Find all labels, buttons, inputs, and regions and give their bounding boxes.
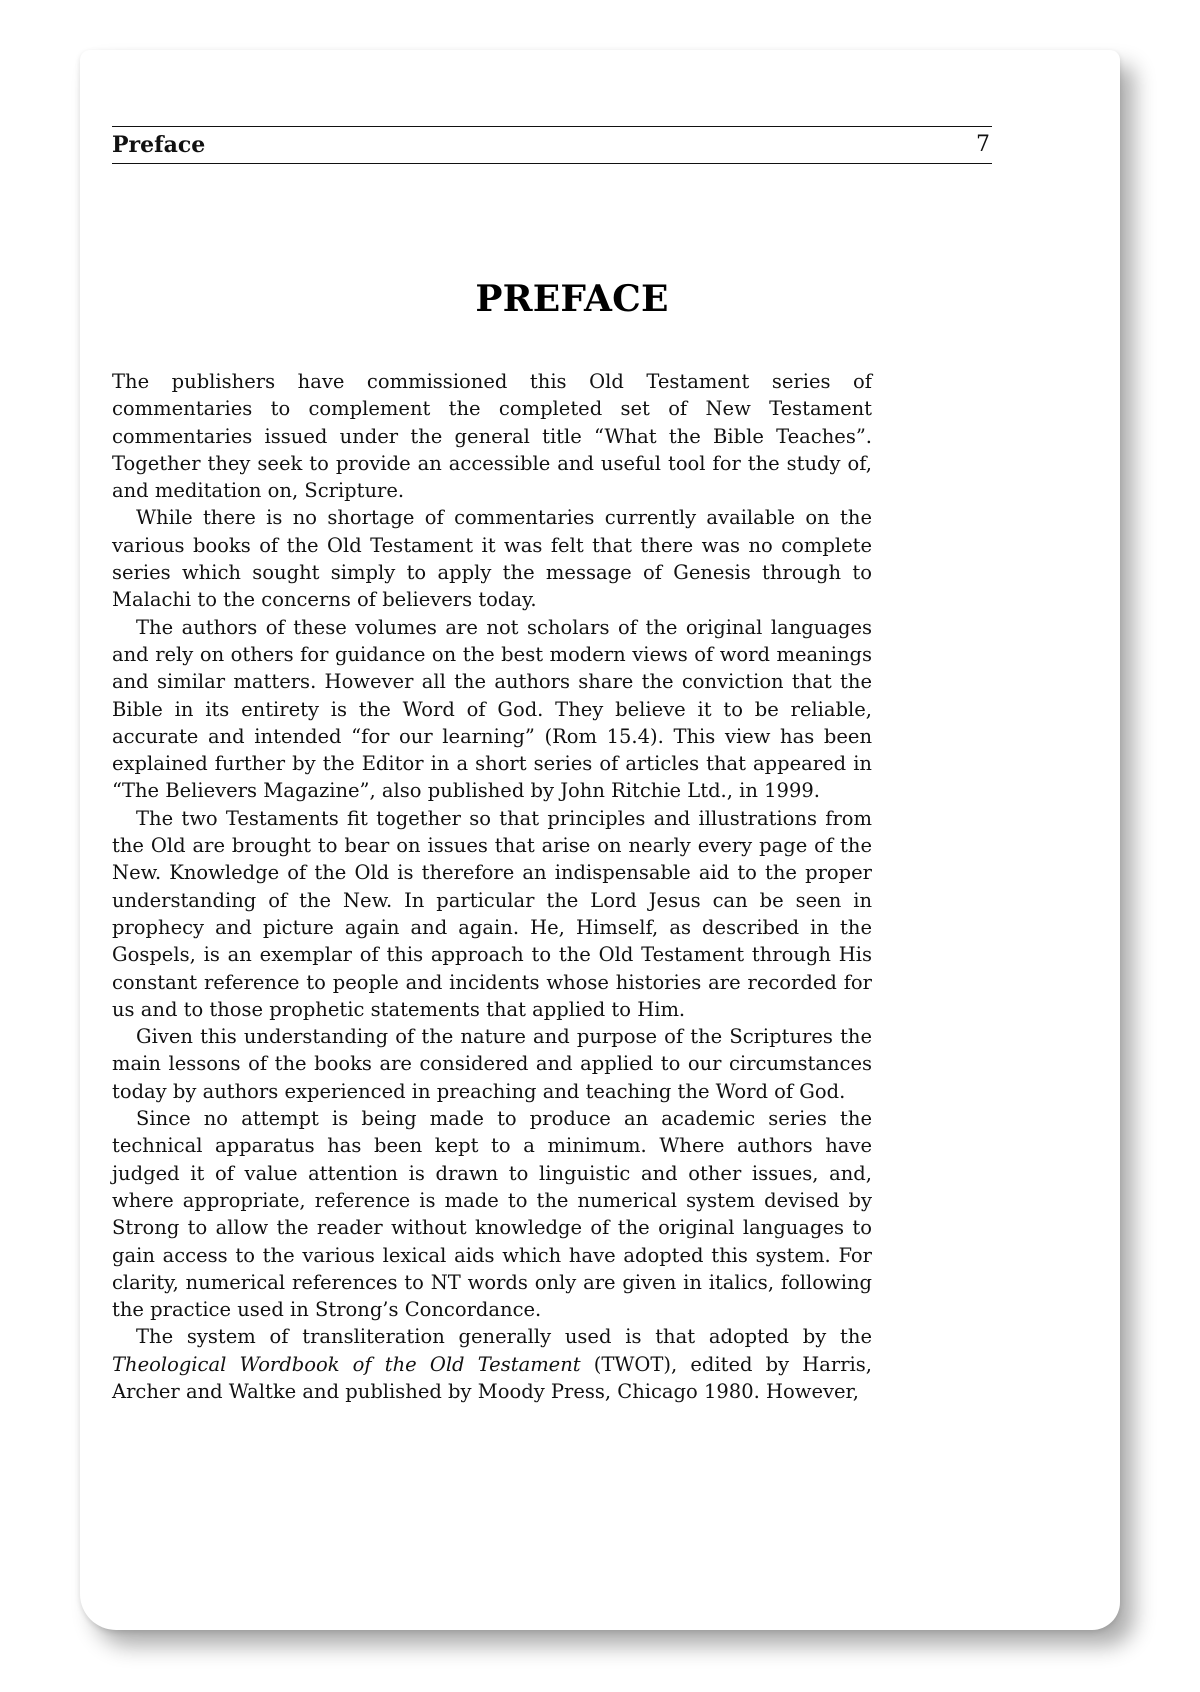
paragraph-5: Given this understanding of the nature and purpose of the Scriptures the main lessons of the books are considered and applied to our circumstances today by authors experienced in preaching and teaching the Word of God.	[112, 1025, 872, 1103]
paragraph-7-text-end: (TWOT), edited by Harris, Archer and Waltke and published by Moody Press, Chicago 1980. However,	[112, 1352, 872, 1403]
paragraph-2: While there is no shortage of commentaries currently available on the various books of the Old Testament it was felt that there was no complete series which sought simply to apply the message of Genesis through to Malachi to the concerns of believers today.	[112, 506, 872, 612]
paragraph-3: The authors of these volumes are not scholars of the original languages and rely on others for guidance on the best modern views of word meanings and similar matters. However all the authors share the conviction that the Bible in its entirety is the Word of God. They believe it to be reliable, accurate and intended “for our learning” (Rom 15.4). This view has been explained further by the Editor in a short series of articles that appeared in “The Believers Magazine”, also published by John Ritchie Ltd., in 1999.	[112, 615, 872, 803]
book-title-italic: Theological Wordbook of the Old Testament	[112, 1352, 581, 1376]
paragraph-1: The publishers have commissioned this Old Testament series of commentaries to complement the completed set of New Testament commentaries issued under the general title “What the Bible Teaches”. Together they seek to provide an accessible and useful tool for the study of, and meditation on, Scripture.	[112, 370, 872, 503]
body-text	[112, 368, 872, 1405]
page-number: 7	[976, 132, 990, 157]
paragraph-7	[112, 1323, 872, 1405]
chapter-title: PREFACE	[475, 278, 669, 320]
paragraph-6: Since no attempt is being made to produce an academic series the technical apparatus has been kept to a minimum. Where authors have judged it of value attention is drawn to linguistic and other issues, and, where appropriate, reference is made to the numerical system devised by Strong to allow the reader without knowledge of the original languages to gain access to the various lexical aids which have adopted this system. For clarity, numerical references to NT words only are given in italics, following the practice used in Strong’s Concordance.	[112, 1107, 872, 1322]
running-header-title: Preface	[112, 132, 206, 158]
running-header	[112, 126, 992, 164]
paragraph-7-text-start: The system of transliteration generally used is that adopted by the	[136, 1325, 872, 1349]
paragraph-4: The two Testaments fit together so that principles and illustrations from the Old are brought to bear on issues that arise on nearly every page of the New. Knowledge of the Old is therefore an indispensable aid to the proper understanding of the New. In particular the Lord Jesus can be seen in prophecy and picture again and again. He, Himself, as described in the Gospels, is an exemplar of this approach to the Old Testament through His constant reference to people and incidents whose histories are recorded for us and to those prophetic statements that applied to Him.	[112, 806, 872, 1021]
